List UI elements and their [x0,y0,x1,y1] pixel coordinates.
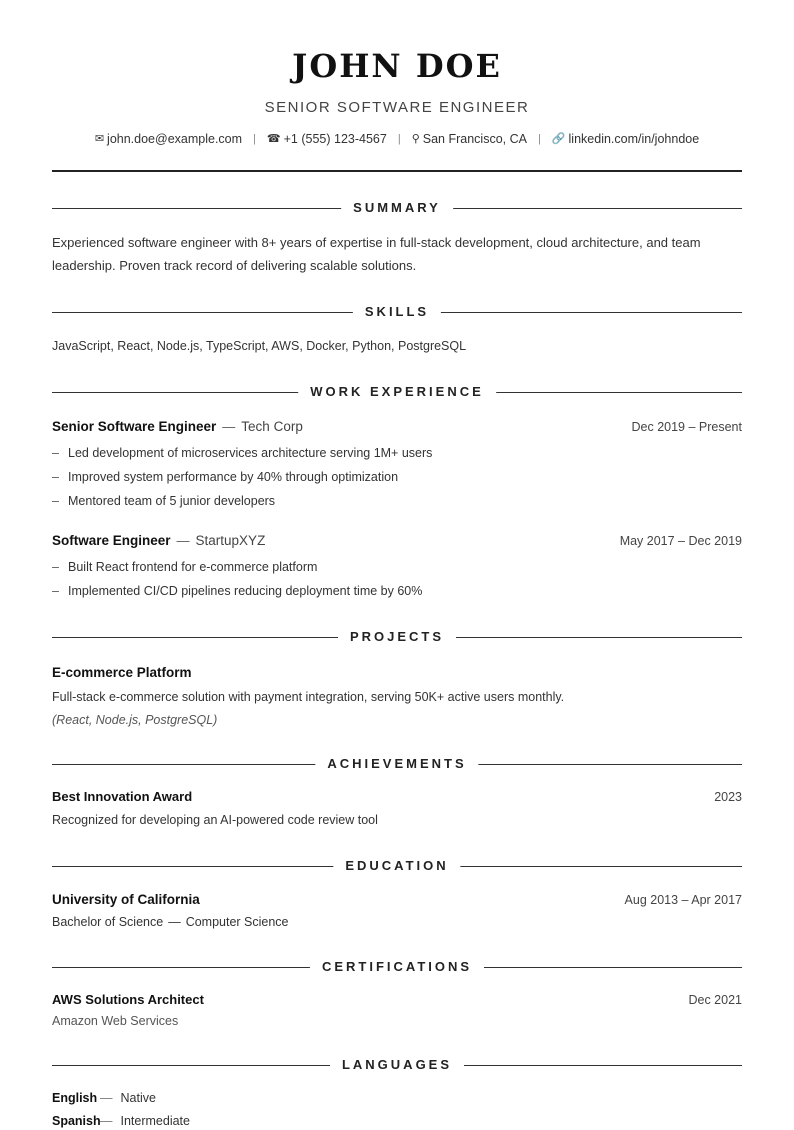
contact-separator: | [253,133,256,145]
education-school: University of California [52,892,200,907]
language-name: English [52,1091,98,1105]
job-dates: May 2017 – Dec 2019 [619,534,742,548]
job-bullet: – Improved system performance by 40% through optimization [52,470,399,484]
job-role: Software Engineer [52,533,171,548]
job-header [52,532,742,550]
email-icon: ✉ [94,133,105,145]
candidate-title: SENIOR SOFTWARE ENGINEER [264,99,530,116]
project-description: Full-stack e-commerce solution with payment integration, serving 50K+ active users monthly. [52,690,565,704]
job-bullet: – Built React frontend for e-commerce platform [52,560,318,574]
section-heading-skills [52,304,742,320]
section-label: PROJECTS [338,629,456,645]
achievement-header [52,788,742,806]
certification-issuer: Amazon Web Services [52,1014,179,1028]
certification-name: AWS Solutions Architect [52,992,204,1007]
section-heading-summary [52,200,742,216]
job-bullet: – Led development of microservices architecture serving 1M+ users [52,446,433,460]
candidate-name: JOHN DOE [292,47,502,85]
certification-date: Dec 2021 [688,993,742,1007]
project-tech: (React, Node.js, PostgreSQL) [52,713,218,727]
contact-phone[interactable] [267,130,387,148]
summary-text: Experienced software engineer with 8+ years of expertise in full-stack development, cloud architecture, and team leadership. Proven track record of delivering scalable solutions. [52,235,701,273]
section-label: SKILLS [353,304,441,320]
language-name: Spanish [52,1114,101,1128]
section-label: WORK EXPERIENCE [298,384,496,400]
location-text: San Francisco, CA [422,132,527,146]
education-dates: Aug 2013 – Apr 2017 [624,893,742,907]
project-name: E-commerce Platform [52,665,192,680]
job-bullet: – Mentored team of 5 junior developers [52,494,276,508]
section-heading-projects [52,629,742,645]
contact-email[interactable] [95,130,242,148]
section-label: EDUCATION [333,858,460,874]
project-header [52,664,742,682]
phone-icon: ☎ [266,133,281,145]
contact-separator: | [397,133,401,145]
section-heading-achievements [52,756,742,772]
contact-separator: | [537,133,541,145]
phone-text: +1 (555) 123-4567 [283,132,387,146]
language-item: English — Native [52,1091,156,1105]
section-heading-languages [52,1057,742,1073]
contact-location [412,130,527,148]
job-company: Tech Corp [241,419,303,434]
dash-separator: — [222,419,236,434]
achievement-description: Recognized for developing an AI-powered code review tool [52,813,378,827]
job-dates: Dec 2019 – Present [631,420,742,434]
achievement-year: 2023 [714,790,742,804]
dash-separator: — [176,533,190,548]
language-level: Native [120,1091,156,1105]
contact-bar [52,130,742,148]
education-degree: Bachelor of Science — Computer Science [52,915,289,929]
section-heading-certifications [52,959,742,975]
section-label: SUMMARY [341,200,453,216]
job-header [52,418,742,436]
section-heading-experience [52,384,742,400]
header-divider [52,170,742,172]
language-item: Spanish— Intermediate [52,1114,190,1128]
education-header [52,891,742,909]
link-icon: 🔗 [551,133,566,145]
linkedin-text: linkedin.com/in/johndoe [568,132,700,146]
section-heading-education [52,858,742,874]
section-label: LANGUAGES [330,1057,464,1073]
certification-header [52,991,742,1009]
skills-text: JavaScript, React, Node.js, TypeScript, AWS, Docker, Python, PostgreSQL [52,339,467,353]
job-role: Senior Software Engineer [52,419,217,434]
section-label: CERTIFICATIONS [310,959,484,975]
section-label: ACHIEVEMENTS [315,756,478,772]
location-pin-icon: ⚲ [411,133,420,145]
contact-linkedin[interactable] [552,130,699,148]
language-level: Intermediate [120,1114,190,1128]
achievement-title: Best Innovation Award [52,789,193,804]
job-company: StartupXYZ [195,533,266,548]
job-bullet: – Implemented CI/CD pipelines reducing deployment time by 60% [52,584,423,598]
email-text: john.doe@example.com [107,132,243,146]
